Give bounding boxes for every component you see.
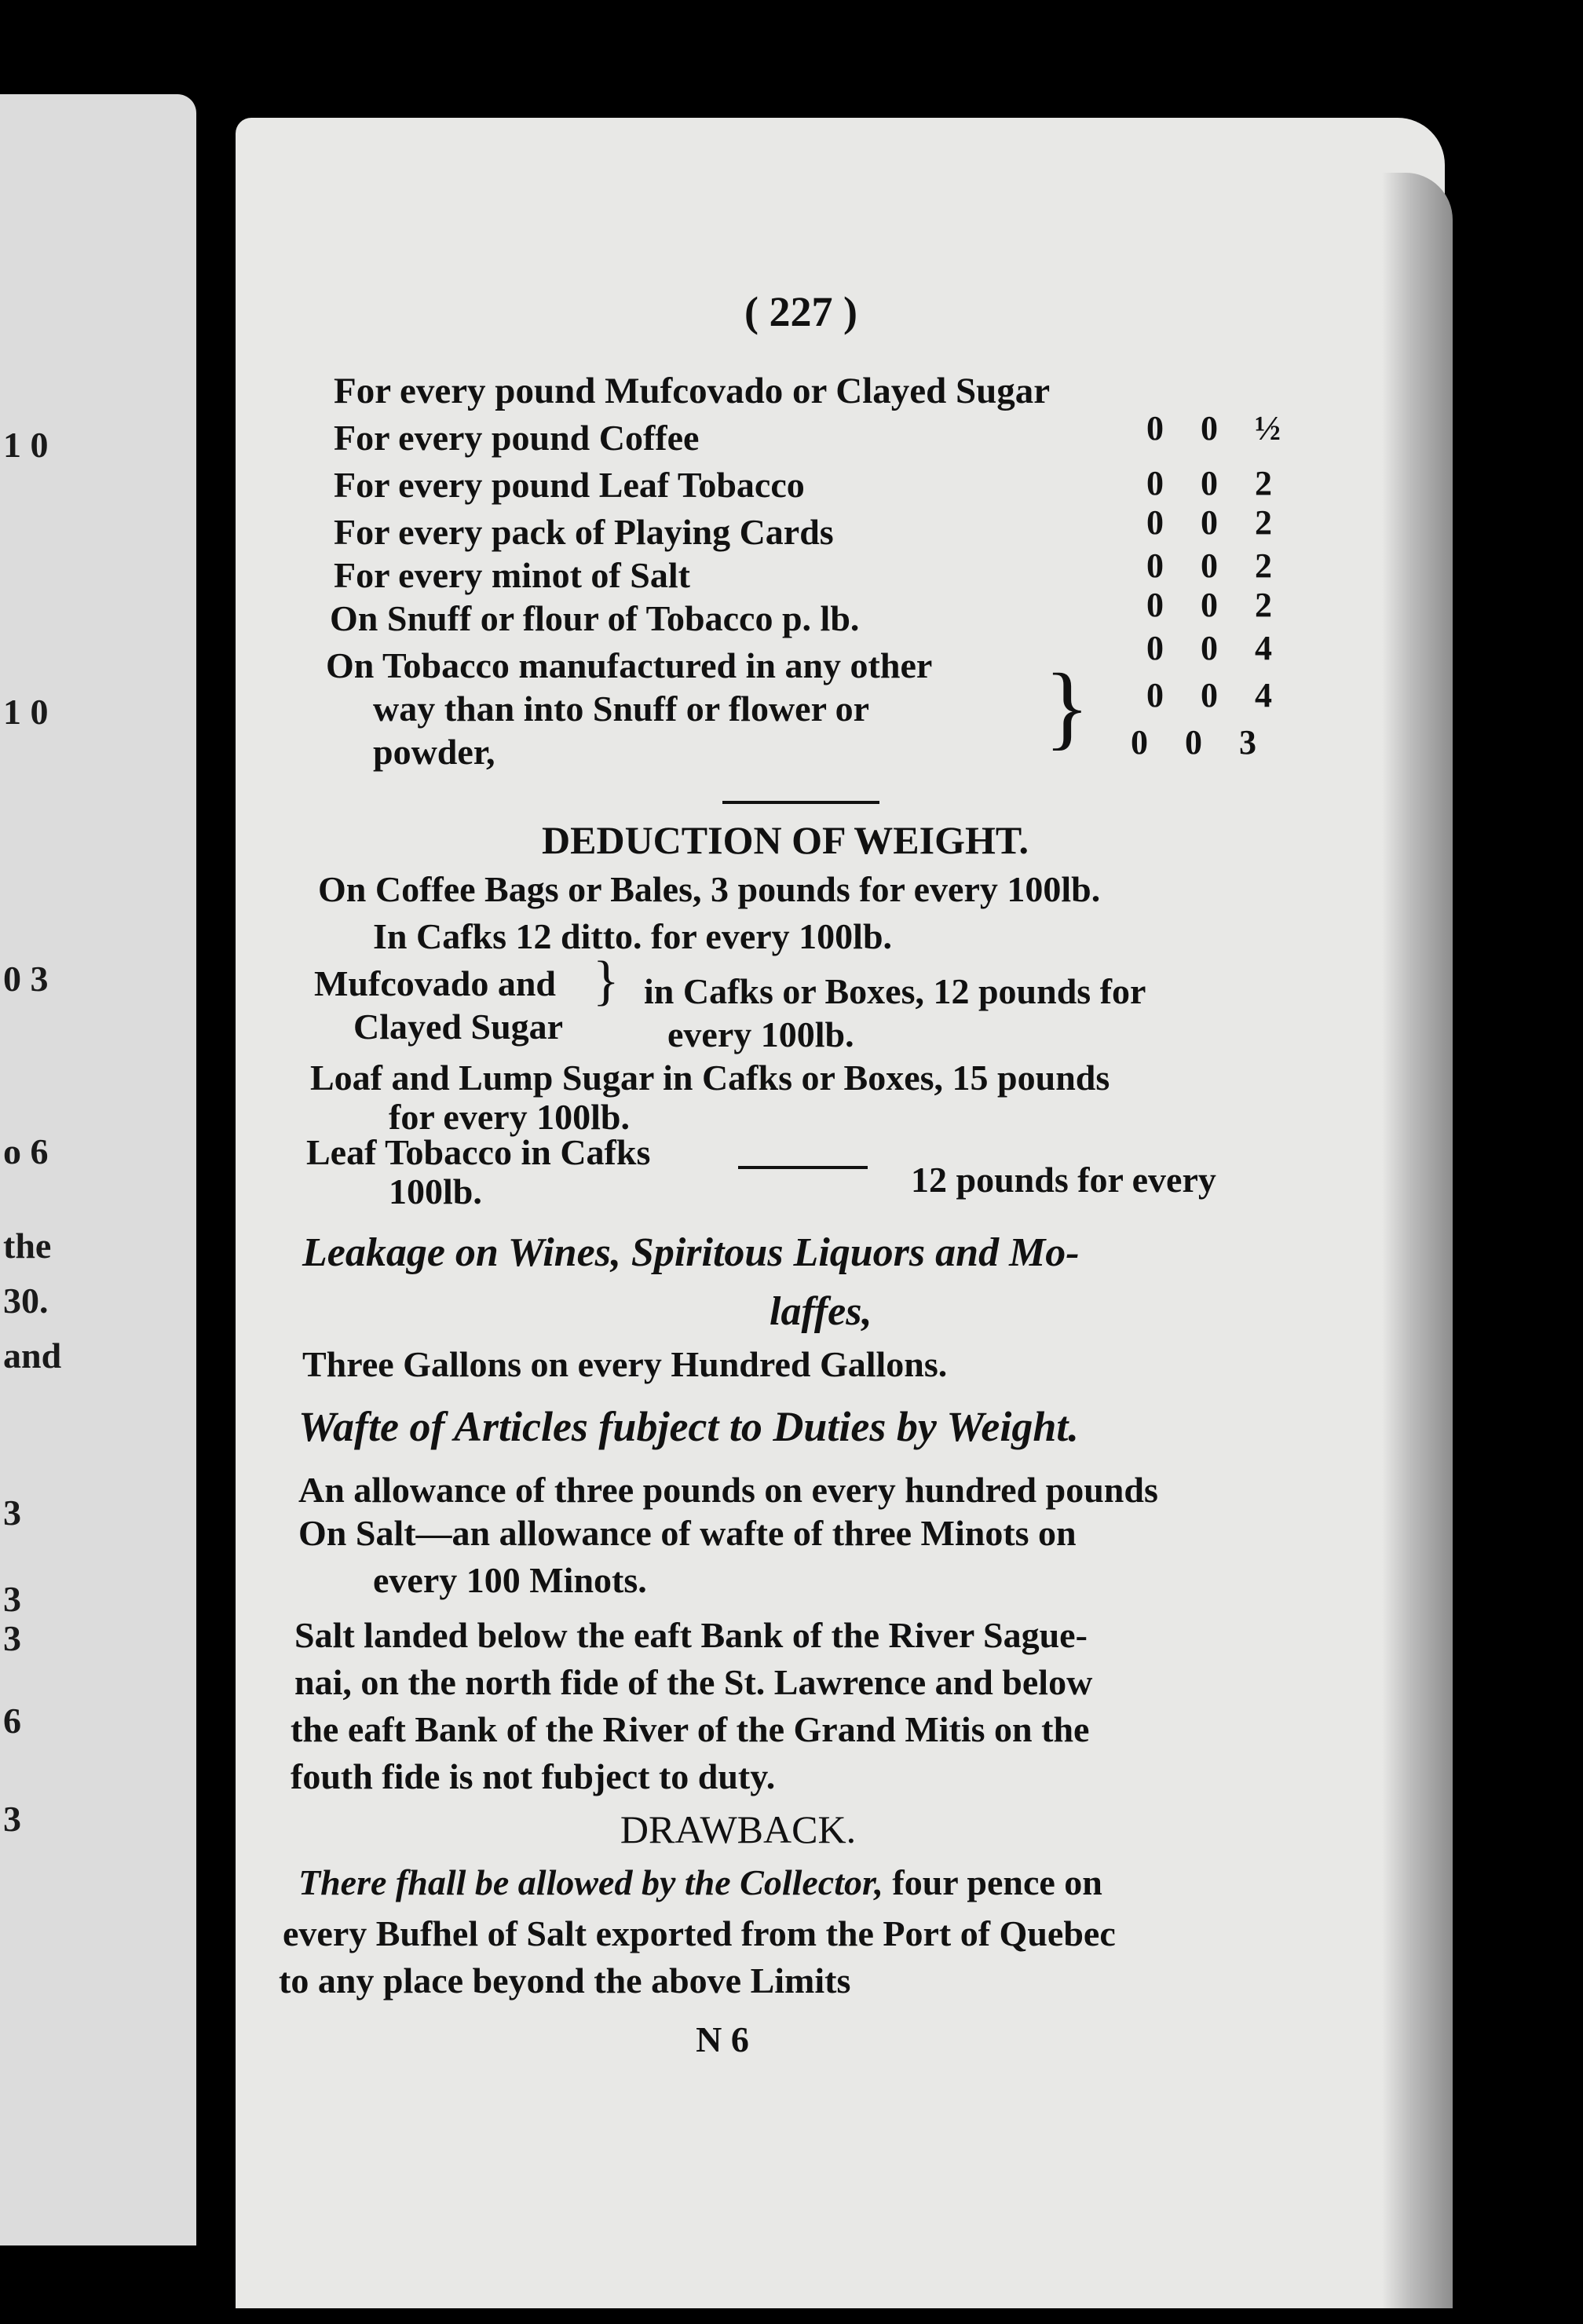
brace-glyph: } [1044, 654, 1090, 758]
facing-page-fragment: 3 [3, 1618, 21, 1658]
salt-paragraph-line: fouth fide is not fubject to duty. [291, 1756, 776, 1796]
dash-rule [738, 1166, 868, 1169]
waste-line: every 100 Minots. [373, 1560, 647, 1600]
duty-amount: 0 0 3 [1131, 723, 1270, 762]
duty-line: For every pound Coffee [334, 418, 700, 458]
deduction-line: Mufcovado and [314, 963, 556, 1003]
section-rule [722, 801, 879, 804]
brace-glyph: } [593, 951, 620, 1011]
waste-line: On Salt—an allowance of wafte of three Minots on [298, 1513, 1077, 1553]
page-number: ( 227 ) [744, 288, 857, 335]
duty-line: For every minot of Salt [334, 555, 690, 595]
duty-amount: 0 0 2 [1146, 464, 1286, 502]
facing-page-fragment: o 6 [3, 1131, 49, 1171]
duty-amount: 0 0 ½ [1146, 409, 1295, 448]
duty-amount: 0 0 4 [1146, 629, 1286, 667]
deduction-line: 12 pounds for every [911, 1160, 1216, 1200]
duty-amount: 0 0 4 [1146, 676, 1286, 714]
duty-line: For every pack of Playing Cards [334, 512, 834, 552]
page-edge [1382, 173, 1453, 2308]
section-heading: Leakage on Wines, Spiritous Liquors and Mo- [302, 1230, 1080, 1275]
duty-amount: 0 0 2 [1146, 503, 1286, 542]
waste-line: An allowance of three pounds on every hundred pounds [298, 1470, 1158, 1510]
facing-page-fragment: 0 3 [3, 959, 49, 999]
duty-amount: 0 0 2 [1146, 586, 1286, 624]
facing-page-fragment: 6 [3, 1701, 21, 1741]
deduction-line: 100lb. [389, 1171, 482, 1211]
facing-page-fragment: 1 0 [3, 692, 49, 732]
section-heading: laffes, [770, 1289, 872, 1334]
deduction-line: On Coffee Bags or Bales, 3 pounds for every 100lb. [318, 869, 1101, 909]
deduction-line: in Cafks or Boxes, 12 pounds for [644, 971, 1146, 1011]
facing-page-fragment: 3 [3, 1799, 21, 1839]
duty-amount: 0 0 2 [1146, 546, 1286, 585]
duty-line: For every pound Leaf Tobacco [334, 465, 805, 505]
salt-paragraph-line: Salt landed below the eaft Bank of the River Sague- [294, 1615, 1088, 1655]
facing-page-fragment: 30. [3, 1281, 49, 1321]
deduction-line: for every 100lb. [389, 1097, 631, 1137]
tobacco-continuation: way than into Snuff or flower or [373, 689, 870, 729]
duty-line: On Tobacco manufactured in any other [326, 645, 933, 685]
deduction-line: In Cafks 12 ditto. for every 100lb. [373, 916, 893, 956]
deduction-line: Clayed Sugar [353, 1007, 564, 1047]
facing-page-fragment: the [3, 1226, 52, 1266]
deduction-line: Loaf and Lump Sugar in Cafks or Boxes, 15 pounds [310, 1058, 1110, 1098]
salt-paragraph-line: the eaft Bank of the River of the Grand Mitis on the [291, 1709, 1090, 1749]
section-heading: DEDUCTION OF WEIGHT. [542, 818, 1029, 862]
section-heading: DRAWBACK. [620, 1807, 857, 1851]
facing-page-fragment: and [3, 1336, 62, 1376]
facing-page-fragment: 3 [3, 1579, 21, 1619]
facing-page [0, 94, 196, 2245]
leakage-text: Three Gallons on every Hundred Gallons. [302, 1344, 948, 1384]
tobacco-continuation: powder, [373, 732, 495, 772]
deduction-line: Leaf Tobacco in Cafks [306, 1132, 651, 1172]
drawback-line-rest: four pence on [883, 1862, 1102, 1902]
deduction-line: every 100lb. [667, 1014, 854, 1054]
facing-page-fragment: 3 [3, 1493, 21, 1533]
duty-line: For every pound Mufcovado or Clayed Sugar [334, 371, 1051, 411]
salt-paragraph-line: nai, on the north fide of the St. Lawrence and below [294, 1662, 1093, 1702]
facing-page-fragment: 1 0 [3, 425, 49, 465]
drawback-italic-phrase: There fhall be allowed by the Collector, [298, 1862, 883, 1902]
signature-mark: N 6 [696, 2019, 749, 2059]
drawback-line: every Bufhel of Salt exported from the Port of Quebec [283, 1913, 1116, 1953]
duty-line: On Snuff or flour of Tobacco p. lb. [330, 598, 860, 638]
drawback-line: to any place beyond the above Limits [279, 1960, 851, 2001]
drawback-line [298, 1862, 1102, 1902]
section-heading: Wafte of Articles fubject to Duties by Weight. [298, 1403, 1079, 1450]
